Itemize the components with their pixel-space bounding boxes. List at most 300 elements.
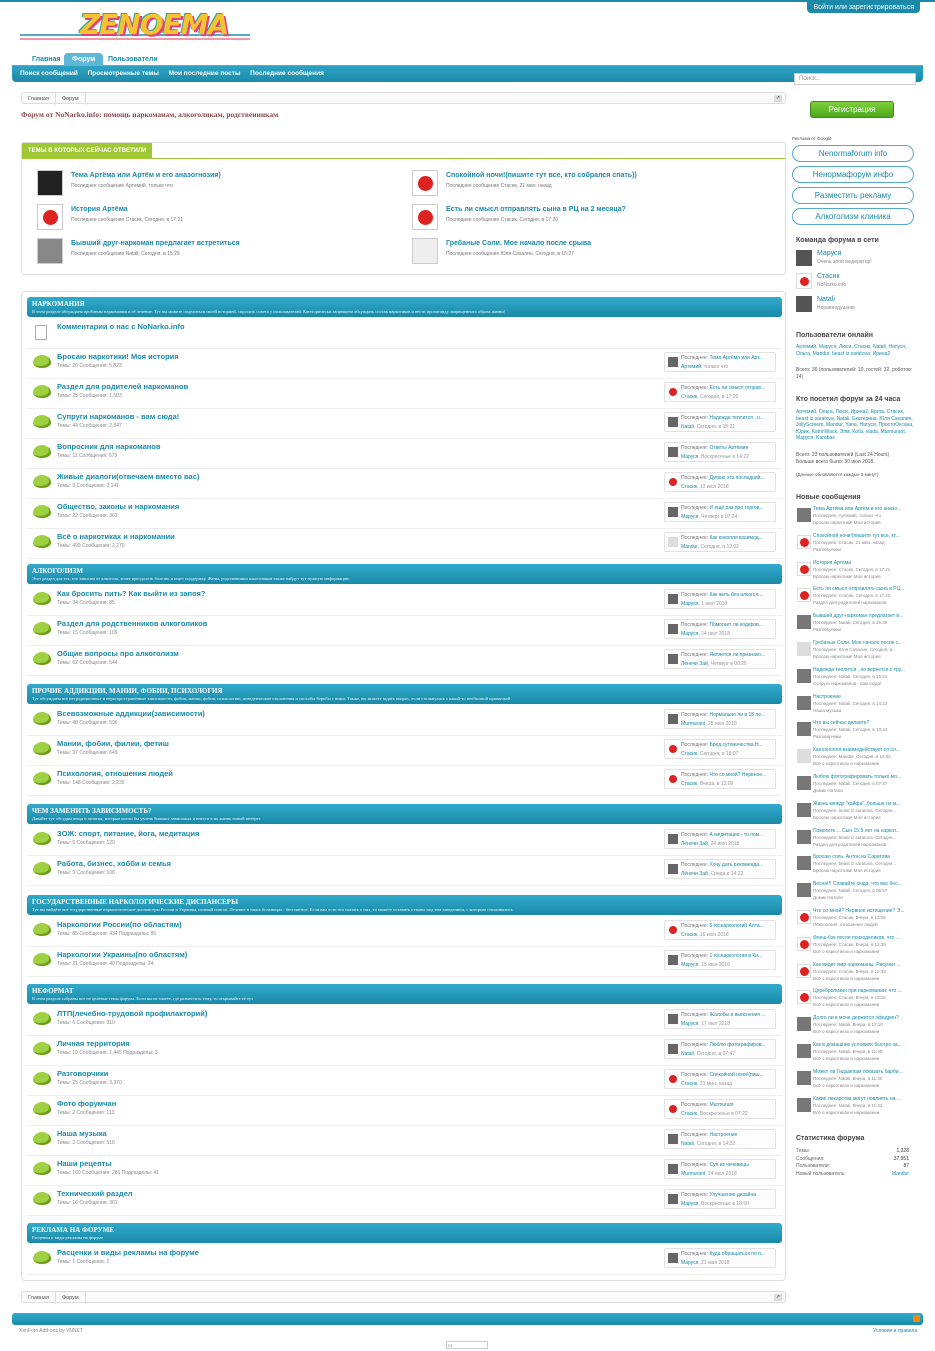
recent-thread-title[interactable]: Спокойной ночи!(пишите тут все, кто собрался спать))	[446, 172, 637, 179]
last-post-title[interactable]: Думаю это последний...	[709, 475, 765, 481]
forum-row[interactable]	[27, 766, 782, 796]
last-post-title[interactable]: Тема Артёма или Арт...	[709, 355, 764, 361]
login-register-link[interactable]: Войти или зарегистрироваться	[807, 2, 920, 13]
new-post-forum[interactable]: Бросаю наркотики! Моя история	[813, 654, 881, 659]
new-post-title[interactable]: Бросаю соль. Антон из Саратова	[813, 854, 890, 861]
avatar[interactable]	[797, 964, 811, 978]
avatar[interactable]	[668, 507, 678, 517]
new-post-title[interactable]: Спокойной ночи!(пишите тут все, кт...	[813, 532, 900, 539]
tab-users[interactable]: Пользователи	[108, 56, 158, 63]
forum-bubble-icon	[33, 1042, 51, 1055]
forum-title[interactable]: Общество, законы и наркомания	[57, 502, 180, 511]
last-post-user[interactable]: Mandur	[681, 544, 698, 550]
avatar[interactable]	[797, 990, 811, 1004]
avatar[interactable]	[668, 387, 678, 397]
last-post-title[interactable]: 5 госнаркологий Алта...	[709, 923, 764, 929]
ad-link-2[interactable]: Ненормафорум инфо	[792, 166, 914, 183]
forum-row[interactable]	[27, 1066, 782, 1096]
new-post-item[interactable]	[796, 1095, 916, 1121]
last-post-title[interactable]: Хочу дать рекоменда...	[709, 862, 764, 868]
last-post-user[interactable]: Лёнечи Зай	[681, 841, 708, 847]
forum-title[interactable]: ЛТП(лечебно-трудовой профилакторий)	[57, 1009, 208, 1018]
category-header[interactable]	[27, 804, 782, 824]
category-name[interactable]: РЕКЛАМА НА ФОРУМЕ	[32, 1226, 115, 1234]
forum-bubble-icon	[33, 1072, 51, 1085]
avatar[interactable]	[797, 1044, 811, 1058]
avatar[interactable]	[797, 776, 811, 790]
forum-row[interactable]	[27, 947, 782, 977]
forum-title[interactable]: Супруги наркоманов - вам сюда!	[57, 412, 180, 421]
last-post-user[interactable]: Стасик	[681, 781, 698, 787]
last-post-title[interactable]: Является ли признако...	[709, 652, 766, 658]
category-name[interactable]: НАРКОМАНИЯ	[32, 300, 85, 308]
last-post-date: Воскресенье в 18:50	[701, 1201, 749, 1207]
last-post: Последнее: Хочу дать рекоменда... Лёнечи Зай, Среда в 14:22	[664, 859, 776, 879]
avatar[interactable]	[797, 696, 811, 710]
last-post-user[interactable]: Murmurant	[681, 1171, 706, 1177]
last-post-user[interactable]: Стасик	[681, 932, 698, 938]
avatar[interactable]	[797, 642, 811, 656]
category-name[interactable]: НЕФОРМАТ	[32, 987, 74, 995]
last-post-title[interactable]: Спокойной ночи!(пиш...	[709, 1072, 764, 1078]
new-post-item[interactable]	[796, 1068, 916, 1094]
category-description: Тут обсуждаем все нетрадиционные и нераспространённые зависимости, фобии, мании, фобии, психологию, поведенческие отклонения и способы борьбы с ними. Также, вы можете задать вопрос, если столкнулись с какой-то необычной привычкой	[32, 696, 511, 701]
team-member[interactable]	[796, 250, 916, 270]
forum-row[interactable]	[27, 1156, 782, 1186]
last-post-title[interactable]: Люблю фотографиров...	[709, 1042, 766, 1048]
forum-row[interactable]	[27, 1036, 782, 1066]
last-post-title[interactable]: Есть ли смысл отправ...	[709, 385, 766, 391]
last-post-user[interactable]: Лёнечи Зай	[681, 661, 708, 667]
stat-value[interactable]: Mandur	[892, 1170, 909, 1177]
avatar[interactable]	[668, 477, 678, 487]
last-post-user[interactable]: Стасик	[681, 484, 698, 490]
recent-thread-title[interactable]: История Артёма	[71, 206, 128, 213]
last-post-user[interactable]: Стасик	[681, 1081, 698, 1087]
avatar[interactable]	[796, 250, 812, 266]
recent-thread-title[interactable]: Гребаные Соли. Мое начало после срыва	[446, 240, 592, 247]
new-post-title[interactable]: Как видит мир наркоманы. Рисунки ...	[813, 961, 901, 968]
new-post-title[interactable]: Помогите.... Сын 15.5 лет на наркот...	[813, 827, 900, 834]
last-post-user[interactable]: Артемий	[681, 364, 702, 370]
new-post-title[interactable]: Гребаные Соли. Мое начало после с...	[813, 640, 903, 646]
team-member-name[interactable]: Natali	[817, 296, 835, 303]
new-post-title[interactable]: Церебролизин при наркомании: что ...	[813, 988, 902, 995]
forum-row[interactable]	[27, 586, 782, 616]
avatar[interactable]	[797, 883, 811, 897]
recent-thread[interactable]	[37, 170, 367, 200]
new-post-title[interactable]: Настроение	[813, 693, 841, 700]
avatar[interactable]	[668, 417, 678, 427]
new-post-item[interactable]	[796, 693, 916, 719]
forum-title[interactable]: Личная территория	[57, 1039, 130, 1048]
new-post-item[interactable]	[796, 800, 916, 826]
forum-title[interactable]: Наши рецепты	[57, 1159, 112, 1168]
avatar[interactable]	[797, 588, 811, 602]
forum-title[interactable]: Всё о наркотиках и наркомании	[57, 532, 175, 541]
forum-title[interactable]: Как бросить пить? Как выйти из запоя?	[57, 589, 206, 598]
new-post-title[interactable]: Жизнь между "кайфа"..больше не м...	[813, 800, 901, 807]
subnav-recent-posts[interactable]: Последние сообщения	[250, 70, 324, 77]
forum-row[interactable]	[27, 616, 782, 646]
last-post-date: Сегодня, в 14:22	[696, 1141, 736, 1147]
new-post-item[interactable]	[796, 1041, 916, 1067]
new-post-forum[interactable]: Всё о наркотиках и наркомании	[813, 1002, 880, 1008]
new-post-forum[interactable]: Разговорчики	[813, 627, 841, 633]
avatar[interactable]	[797, 1017, 811, 1031]
last-post-title[interactable]: Нормально ли в 18 ле...	[709, 712, 766, 718]
new-post-forum[interactable]: Бросаю наркотики! Моя история	[813, 573, 881, 579]
new-post-title[interactable]: История Артёма	[813, 559, 852, 566]
jump-icon[interactable]: ↗	[775, 95, 781, 101]
avatar[interactable]	[796, 296, 812, 312]
footer-credit[interactable]: XenForo Add-ons by VNNET	[19, 1328, 83, 1334]
new-post-forum[interactable]: Бросаю наркотики! Моя история	[813, 814, 881, 820]
new-post-title[interactable]: Как конопля взаимодействует со сл...	[813, 747, 901, 754]
avatar[interactable]	[37, 170, 63, 196]
avatar[interactable]	[797, 508, 811, 522]
forum-title[interactable]: Бросаю наркотики! Моя история	[57, 352, 179, 361]
avatar[interactable]	[797, 615, 811, 629]
forum-title[interactable]: Общие вопросы про алкоголизм	[57, 649, 179, 658]
subnav-watched-threads[interactable]: Просмотренные темы	[87, 70, 159, 77]
last-post-title[interactable]: Что со мной? Нервное...	[709, 772, 767, 778]
avatar[interactable]	[668, 925, 678, 935]
new-post-item[interactable]	[796, 612, 916, 638]
last-post-title[interactable]: Ответы Артёмия	[709, 445, 749, 451]
avatar[interactable]	[668, 1194, 678, 1204]
last-post-user[interactable]: Маруся	[681, 514, 699, 520]
last-post-date: Сегодня, в 12:02	[700, 544, 739, 550]
forum-row[interactable]	[27, 529, 782, 559]
category-name[interactable]: ГОСУДАРСТВЕННЫЕ НАРКОЛОГИЧЕСКИЕ ДИСПАНСЕРЫ	[32, 898, 238, 906]
forum-title[interactable]: Раздел для родственников алкоголиков	[57, 619, 208, 628]
last-post-title[interactable]: Murmurant	[709, 1102, 734, 1108]
last-post-user[interactable]: Маруся	[681, 1021, 699, 1027]
forum-row[interactable]	[27, 379, 782, 409]
tab-home[interactable]: Главная	[32, 56, 61, 63]
avatar[interactable]	[797, 1098, 811, 1112]
new-post-title[interactable]: Надежда теплится ..но вернется с тру...	[813, 666, 905, 673]
ad-link-1[interactable]: Nenormaforum info	[792, 145, 914, 162]
recent-thread[interactable]	[37, 204, 367, 234]
recent-thread[interactable]	[412, 204, 742, 234]
avatar[interactable]	[797, 803, 811, 817]
avatar[interactable]	[797, 535, 811, 549]
avatar[interactable]	[668, 774, 678, 784]
new-post-item[interactable]	[796, 880, 916, 906]
avatar[interactable]	[668, 624, 678, 634]
new-post-title[interactable]: Флеш-бэк после психоделиков, что ...	[813, 934, 901, 941]
new-post-title[interactable]: Тема Артёма или Артём и его анаэо...	[813, 506, 902, 512]
forum-title[interactable]: Фото форумчан	[57, 1099, 117, 1108]
terms-link[interactable]: Условия и правила	[873, 1328, 918, 1334]
new-post-item[interactable]	[796, 559, 916, 585]
recent-thread-title[interactable]: Тема Артёма или Артём и его анаэогнозия)	[71, 172, 221, 179]
avatar[interactable]	[797, 562, 811, 576]
new-post-forum[interactable]: Разговорчики	[813, 546, 841, 552]
subnav-search-posts[interactable]: Поиск сообщений	[20, 70, 78, 77]
new-post-item[interactable]	[796, 827, 916, 853]
avatar[interactable]	[668, 594, 678, 604]
last-post-title[interactable]: Бред сутяничества.Н...	[709, 742, 763, 748]
avatar[interactable]	[668, 864, 678, 874]
new-post-item[interactable]	[796, 934, 916, 960]
category-description: Этот раздел для тех, кто зависим от алкоголя, хочет преодолеть болезнь и ищет поддержку. Жены, родственники алкоголиков также найдут тут нужную информацию	[32, 576, 350, 581]
team-member-name[interactable]: Стасик	[817, 273, 840, 280]
new-post-item[interactable]	[796, 961, 916, 987]
category-header[interactable]	[27, 895, 782, 915]
category-name[interactable]: АЛКОГОЛИЗМ	[32, 567, 83, 575]
last-post-title[interactable]: Суп из чечевицы	[709, 1162, 749, 1168]
new-post-item[interactable]	[796, 505, 916, 531]
avatar[interactable]	[412, 204, 438, 230]
last-post-user[interactable]: Маруся	[681, 631, 699, 637]
forum-row[interactable]	[27, 856, 782, 886]
forum-row[interactable]	[27, 1186, 782, 1216]
recent-thread-title[interactable]: Есть ли смысл отправлять сына в РЦ на 2 месяца?	[446, 206, 626, 213]
last-post-title[interactable]: Улучшение дизайна	[709, 1192, 756, 1198]
breadcrumb-forum[interactable]: Форум	[56, 93, 86, 105]
forum-title[interactable]: Всевозможные аддикции(зависимости)	[57, 709, 205, 718]
new-post-forum[interactable]: Сулруги наркоманов - вам сюда!	[813, 680, 882, 686]
forum-title[interactable]: Работа, бизнес, хобби и семья	[57, 859, 172, 868]
last-post-user[interactable]: Лёнечи Зай	[681, 871, 708, 877]
new-post-forum[interactable]: Наша музыка	[813, 707, 842, 713]
avatar[interactable]	[668, 1164, 678, 1174]
category-header[interactable]	[27, 564, 782, 584]
forum-row[interactable]	[27, 349, 782, 379]
last-post-title[interactable]: Помогает ли кодиров...	[709, 622, 763, 628]
category-header[interactable]	[27, 984, 782, 1004]
new-post-forum[interactable]: Психология, отношения людей	[813, 922, 878, 927]
last-post: Последнее: А медитация - то пом... Лёнечи Зай, 24 июл 2018	[664, 829, 776, 849]
new-post-item[interactable]	[796, 719, 916, 745]
forum-title[interactable]: Наркологии России(по областям)	[57, 920, 182, 929]
forum-row[interactable]	[27, 1006, 782, 1036]
new-post-title[interactable]: Весна!!! Славайте сюда, что вас бес...	[813, 881, 902, 888]
last-post-title[interactable]: Куда обращаться по п...	[709, 1251, 766, 1257]
forum-title[interactable]: Разговорчики	[57, 1069, 109, 1078]
last-post-user[interactable]: Natali	[681, 424, 694, 430]
new-post-forum[interactable]: Всё о наркотиках и наркомании	[813, 1109, 880, 1115]
last-post-user[interactable]: Маруся	[681, 1201, 699, 1207]
category-name[interactable]: ПРОЧИЕ АДДИКЦИИ, МАНИИ, ФОБИИ, ПСИХОЛОГИЯ	[32, 687, 223, 695]
new-post-item[interactable]	[796, 585, 916, 611]
forum-row[interactable]	[27, 736, 782, 766]
forum-title[interactable]: Комментарии о нас с NoNarko.info	[57, 322, 185, 331]
new-post-forum[interactable]: Всё о наркотиках и наркомании	[813, 1082, 880, 1088]
new-post-item[interactable]	[796, 1014, 916, 1040]
last-post-user[interactable]: Стасик	[681, 751, 698, 757]
new-post-forum[interactable]: Всё о наркотиках и наркомании	[813, 948, 880, 954]
team-member[interactable]	[796, 273, 916, 293]
last-post-user[interactable]: Natali	[681, 1051, 694, 1057]
new-post-title[interactable]: Может ли Гидазепам показать барби...	[813, 1068, 903, 1075]
new-post-forum[interactable]: Раздел для родителей наркоманов	[813, 841, 887, 847]
recent-thread[interactable]	[412, 238, 742, 268]
forum-row[interactable]	[27, 917, 782, 947]
new-post-title[interactable]: Есть ли смысл отправлять сына в РЦ...	[813, 586, 905, 593]
forum-stats: Темы: 25 Сообщения: 3,370	[57, 1080, 122, 1086]
new-post-title[interactable]: Люблю фотографировать только мо...	[813, 774, 902, 780]
ad-link-4[interactable]: Алкоголизм клиника	[792, 208, 914, 225]
new-post-title[interactable]: Что со мной? Нервное истощение? Э...	[813, 908, 905, 914]
avatar[interactable]	[668, 714, 678, 724]
new-post-forum[interactable]: Домик Натали	[813, 895, 843, 901]
forum-row[interactable]	[27, 1245, 782, 1275]
avatar[interactable]	[797, 669, 811, 683]
forum-title[interactable]: Расценки и виды рекламы на форуме	[57, 1248, 199, 1257]
breadcrumb-home[interactable]: Главная	[22, 93, 56, 105]
avatar[interactable]	[797, 722, 811, 736]
forum-title[interactable]: Психология, отношения людей	[57, 769, 173, 778]
new-post-item[interactable]	[796, 639, 916, 665]
forum-title[interactable]: Технический раздел	[57, 1189, 133, 1198]
forum-row[interactable]	[27, 646, 782, 676]
new-post-item[interactable]	[796, 853, 916, 879]
avatar[interactable]	[668, 1134, 678, 1144]
new-post-forum[interactable]: Всё о наркотиках и наркомании	[813, 1029, 880, 1035]
new-post-forum[interactable]: Разговорчики	[813, 734, 841, 740]
avatar[interactable]	[668, 744, 678, 754]
last-post-title[interactable]: И ещё раз про торгов...	[709, 505, 764, 511]
forum-row[interactable]	[27, 499, 782, 529]
forum-row[interactable]	[27, 826, 782, 856]
avatar[interactable]	[668, 1044, 678, 1054]
team-member-role: NoNarko.info	[817, 282, 847, 288]
new-post-forum[interactable]: Всё о наркотиках и наркомании	[813, 975, 880, 981]
avatar[interactable]	[797, 856, 811, 870]
avatar[interactable]	[797, 1071, 811, 1085]
new-post-item[interactable]	[796, 987, 916, 1013]
category-header[interactable]	[27, 1223, 782, 1243]
team-member[interactable]	[796, 296, 916, 316]
forum-title[interactable]: Раздел для родителей наркоманов	[57, 382, 189, 391]
last-post-user[interactable]: Маруся	[681, 1260, 699, 1266]
last-post-user[interactable]: Стасик	[681, 1111, 698, 1117]
last-post-user[interactable]: Murmurant	[681, 721, 706, 727]
new-post-title[interactable]: Как в домашних условиях быстро за...	[813, 1042, 902, 1048]
new-post-forum[interactable]: Всё о наркотиках и наркомании	[813, 1056, 880, 1061]
ad-link-3[interactable]: Разместить рекламу	[792, 187, 914, 204]
avatar[interactable]	[668, 1074, 678, 1084]
forum-row[interactable]	[27, 469, 782, 499]
recent-thread[interactable]	[37, 238, 367, 268]
search-input[interactable]: Поиск...	[794, 73, 916, 85]
avatar[interactable]	[668, 357, 678, 367]
avatar[interactable]	[37, 204, 63, 230]
avatar[interactable]	[668, 447, 678, 457]
avatar[interactable]	[668, 1014, 678, 1024]
forum-row[interactable]	[27, 1126, 782, 1156]
last-post: Последнее: 5 госнаркологий Алта... Стасик, 16 июн 2018	[664, 920, 776, 940]
team-member-name[interactable]: Маруся	[817, 250, 842, 257]
recent-thread-title[interactable]: Бывший друг-наркоман предлагает встретиться	[71, 240, 240, 247]
category-name[interactable]: ЧЕМ ЗАМЕНИТЬ ЗАВИСИМОСТЬ?	[32, 807, 152, 815]
avatar[interactable]	[797, 937, 811, 951]
avatar[interactable]	[668, 537, 678, 547]
new-post-item[interactable]	[796, 666, 916, 692]
last-post-title[interactable]: Как жить без алкогол...	[709, 592, 763, 598]
forum-title[interactable]: Наша музыка	[57, 1129, 107, 1138]
last-post-title[interactable]: Как конопля взаимод...	[709, 535, 763, 541]
forum-row[interactable]	[27, 319, 782, 349]
avatar[interactable]	[668, 1253, 678, 1263]
forum-row[interactable]	[27, 409, 782, 439]
avatar[interactable]	[412, 238, 438, 264]
breadcrumb-forum[interactable]: Форум	[56, 1292, 86, 1304]
avatar[interactable]	[797, 830, 811, 844]
last-post-title[interactable]: 1 госнаркология в Ки...	[709, 953, 763, 959]
last-post-title[interactable]: А медитация - то пом...	[709, 832, 764, 838]
new-post-title[interactable]: Бывший друг-наркоман предлагает в...	[813, 613, 904, 620]
new-post-item[interactable]	[796, 907, 916, 933]
new-post-forum[interactable]: Раздел для родителей наркоманов	[813, 600, 887, 606]
new-post-title[interactable]: Какие лекарства могут повлиять на ...	[813, 1095, 902, 1102]
forum-title[interactable]: Мании, фобии, филии, фетиш	[57, 739, 169, 748]
language-select[interactable]: ru	[446, 1341, 488, 1349]
new-post-item[interactable]	[796, 773, 916, 799]
new-post-title[interactable]: Что вы сейчас делаете?	[813, 720, 870, 727]
last-post-user[interactable]: Natali	[681, 1141, 694, 1147]
last-post-title[interactable]: Надежда теплится ..н...	[709, 415, 764, 421]
jump-icon[interactable]: ↗	[775, 1294, 781, 1300]
forum-title[interactable]: ЗОЖ: спорт, питание, йога, медитация	[57, 829, 200, 838]
forum-title[interactable]: Живые диалоги(отвечаем вместо вас)	[57, 472, 200, 481]
last-post-user[interactable]: Маруся	[681, 454, 699, 460]
forum-row[interactable]	[27, 439, 782, 469]
stat-row	[796, 1156, 909, 1162]
forum-title[interactable]: Вопросник для наркоманов	[57, 442, 161, 451]
forum-row[interactable]	[27, 1096, 782, 1126]
avatar[interactable]	[797, 910, 811, 924]
last-post-user[interactable]: Маруся	[681, 601, 699, 607]
new-post-title[interactable]: Долго ли в моче держится эфедрин?	[813, 1015, 899, 1022]
breadcrumb-home[interactable]: Главная	[22, 1292, 56, 1304]
new-post-item[interactable]	[796, 746, 916, 772]
avatar[interactable]	[796, 273, 812, 289]
last-post-user[interactable]: Стасик	[681, 394, 698, 400]
avatar[interactable]	[668, 955, 678, 965]
avatar[interactable]	[668, 834, 678, 844]
recent-thread[interactable]	[412, 170, 742, 200]
avatar[interactable]	[668, 1104, 678, 1114]
avatar[interactable]	[668, 654, 678, 664]
forum-title[interactable]: Наркологии Украины(по областям)	[57, 950, 188, 959]
subnav-my-posts[interactable]: Мои последние посты	[168, 70, 241, 77]
rss-icon[interactable]	[913, 1315, 920, 1322]
new-post-forum[interactable]: Бросаю наркотики! Моя история	[813, 868, 881, 874]
new-post-item[interactable]	[796, 532, 916, 558]
forum-row[interactable]	[27, 706, 782, 736]
register-button[interactable]: Регистрация	[810, 101, 894, 118]
ad-label: Реклама от Google	[792, 136, 832, 141]
new-post-forum[interactable]: Всё о наркотиках и наркомании	[813, 761, 880, 767]
avatar[interactable]	[37, 238, 63, 264]
avatar[interactable]	[797, 749, 811, 763]
avatar[interactable]	[412, 170, 438, 196]
new-post-forum[interactable]: Бросаю наркотики! Моя история	[813, 520, 881, 525]
site-logo[interactable]	[20, 8, 250, 48]
last-post-title[interactable]: Настроение	[709, 1132, 738, 1138]
tab-forum[interactable]: Форум	[64, 53, 103, 66]
last-post-title[interactable]: Жалобы и выяснения ...	[709, 1012, 766, 1018]
last-post-user[interactable]: Маруся	[681, 962, 699, 968]
category-header[interactable]	[27, 297, 782, 317]
new-post-forum[interactable]: Домик Натали	[813, 788, 843, 793]
category-header[interactable]	[27, 684, 782, 704]
